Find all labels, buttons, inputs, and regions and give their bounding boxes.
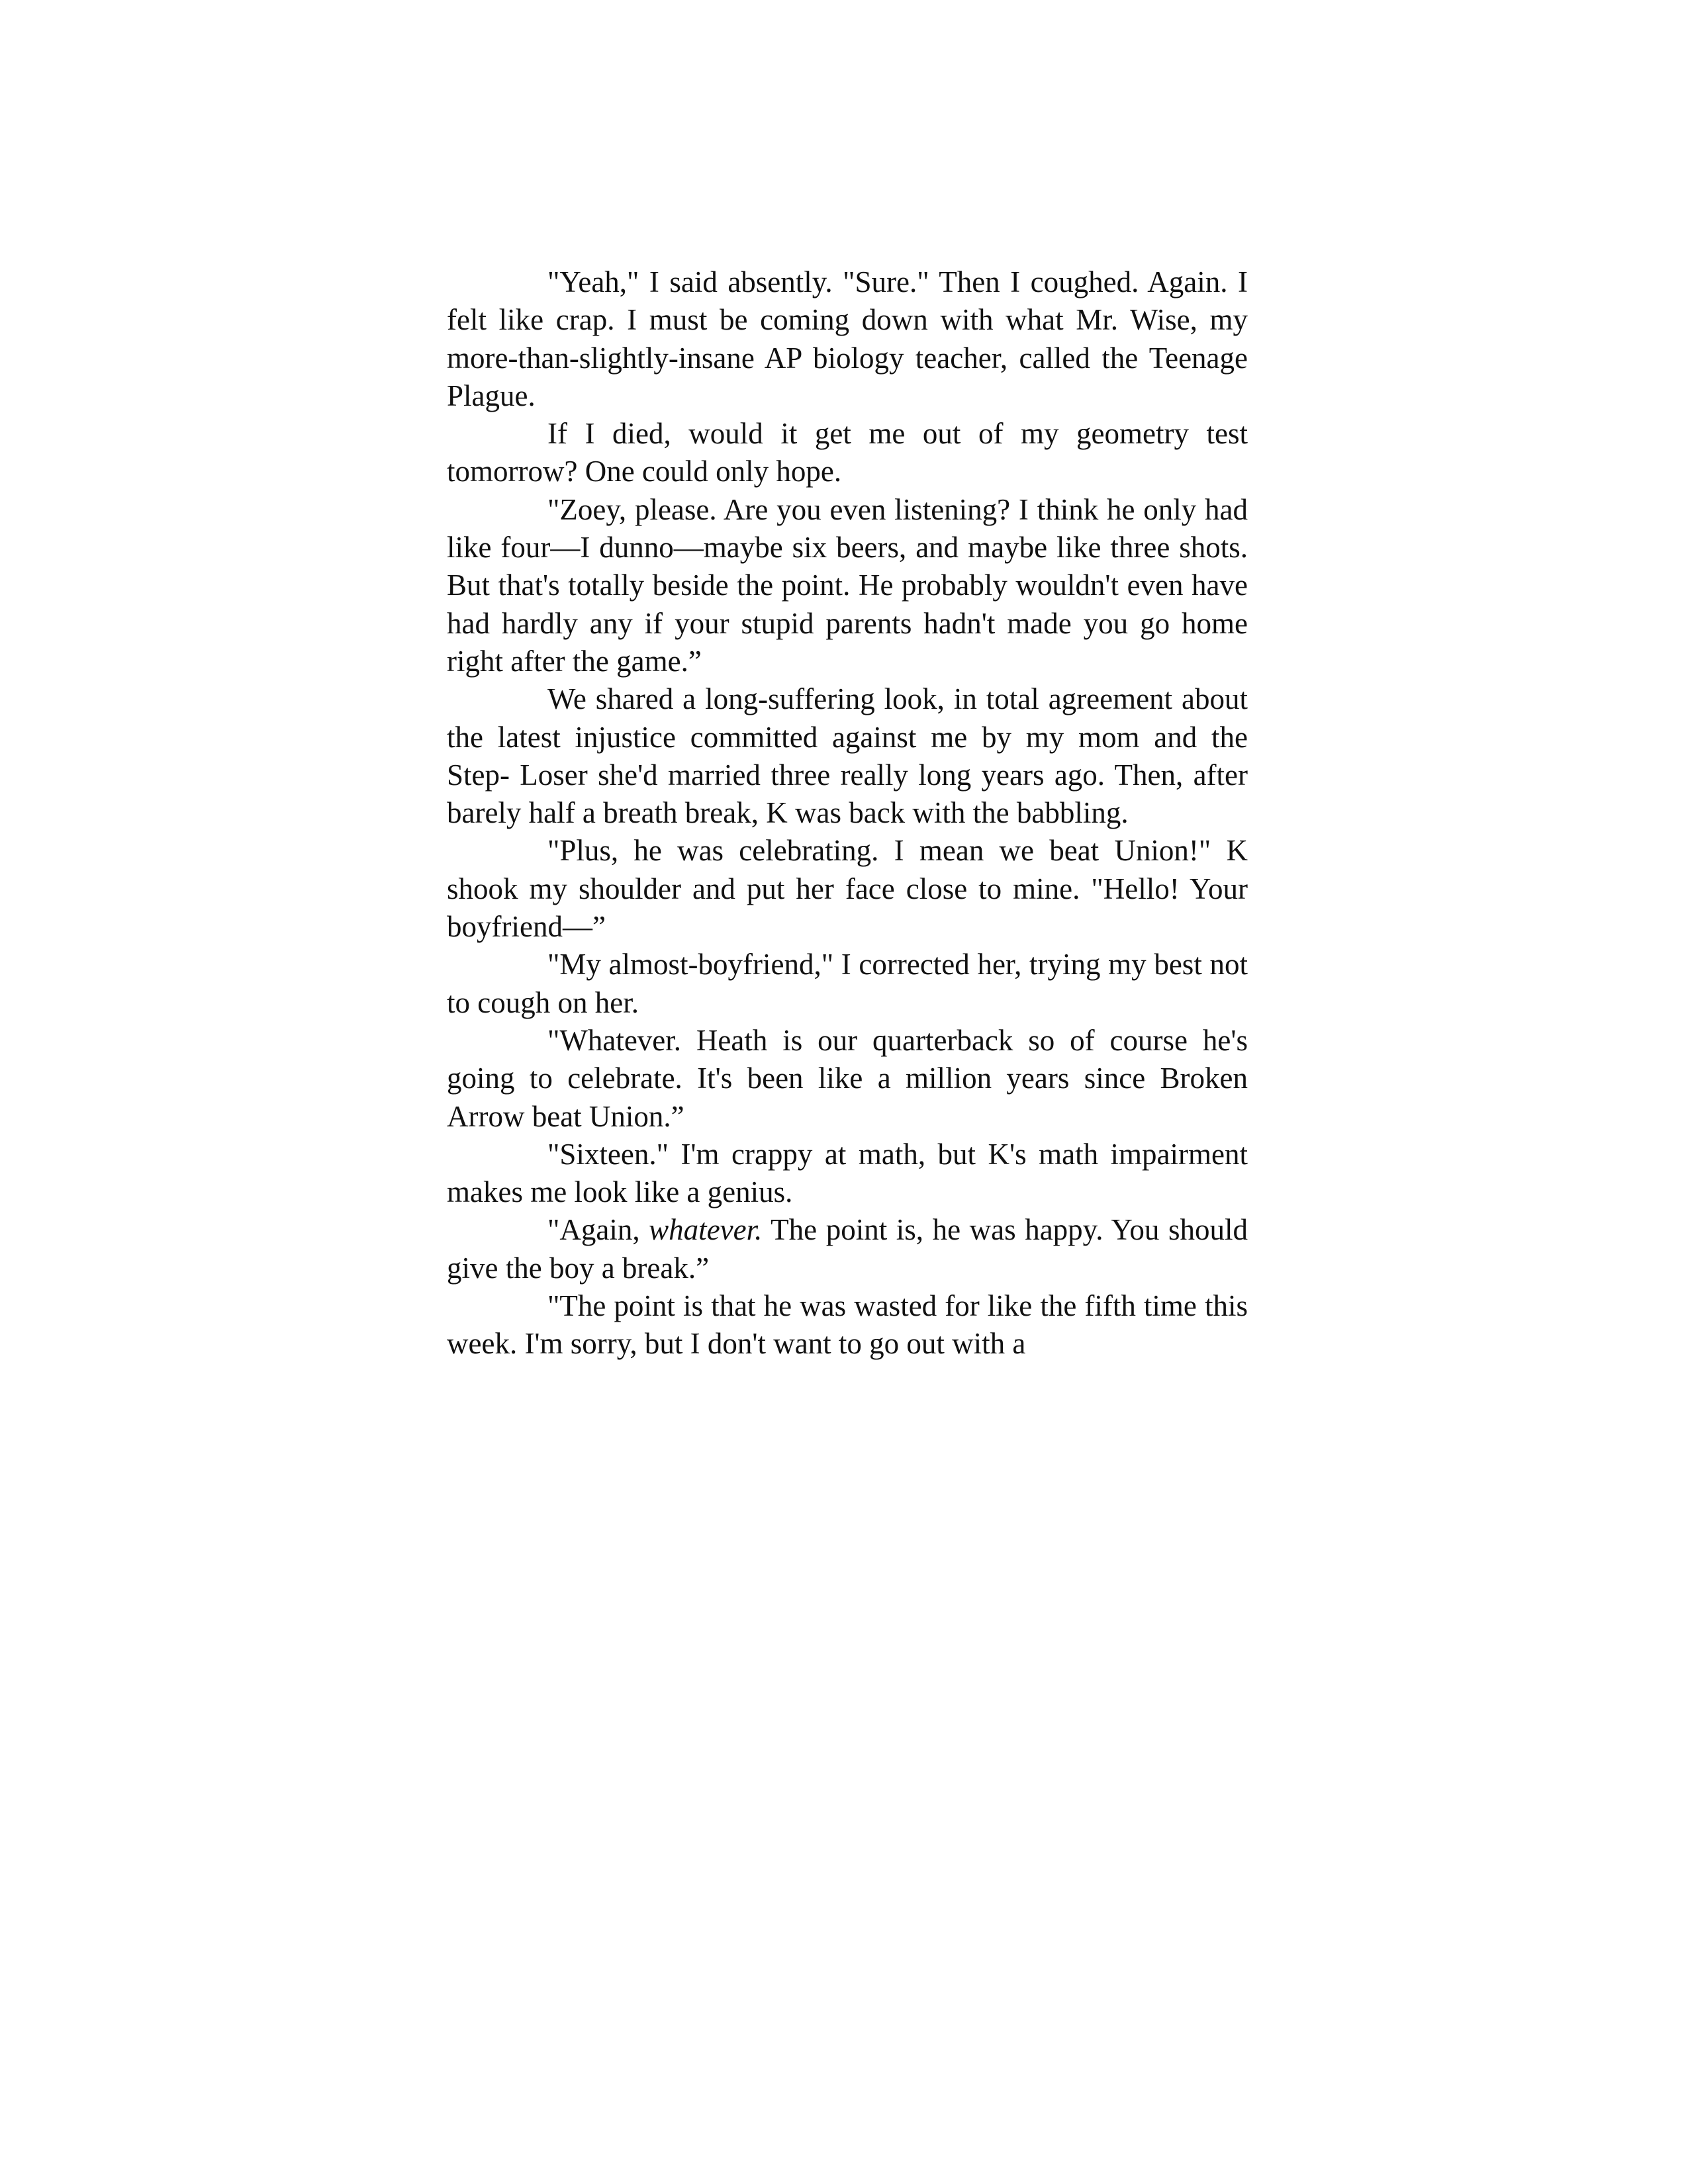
paragraph-text: "Again, xyxy=(547,1213,649,1247)
paragraph-with-italic xyxy=(447,1211,1248,1287)
paragraph: If I died, would it get me out of my geometry test tomorrow? One could only hope. xyxy=(447,417,1248,488)
italic-text: whatever. xyxy=(649,1213,763,1247)
paragraph: We shared a long-suffering look, in total agreement about the latest injustice committed against me by my mom and the Step- Loser she'd married three really long years ago. Then, after barely half a breath break, K was back with the babbling. xyxy=(447,682,1248,830)
paragraph: "Yeah," I said absently. "Sure." Then I coughed. Again. I felt like crap. I must be coming down with what Mr. Wise, my more-than-slightly-insane AP biology teacher, called the Teenage Plague. xyxy=(447,265,1248,412)
paragraph-text: The point is, he was happy. You should give the boy a break.” xyxy=(447,1213,1248,1285)
paragraph: "The point is that he was wasted for like the fifth time this week. I'm sorry, but I don't want to go out with a xyxy=(447,1289,1248,1361)
body-text xyxy=(447,263,1248,1363)
paragraph: "Plus, he was celebrating. I mean we beat Union!" K shook my shoulder and put her face close to mine. "Hello! Your boyfriend—” xyxy=(447,834,1248,944)
paragraph: "Sixteen." I'm crappy at math, but K's math impairment makes me look like a genius. xyxy=(447,1137,1248,1209)
paragraph: "Whatever. Heath is our quarterback so of course he's going to celebrate. It's been like a million years since Broken Arrow beat Union.” xyxy=(447,1023,1248,1133)
paragraph: "My almost-boyfriend," I corrected her, trying my best not to cough on her. xyxy=(447,948,1248,1019)
paragraph: "Zoey, please. Are you even listening? I think he only had like four—I dunno—maybe six beers, and maybe like three shots. But that's totally beside the point. He probably wouldn't even have had hardly any if your stupid parents hadn't made you go home right after the game.” xyxy=(447,492,1248,678)
